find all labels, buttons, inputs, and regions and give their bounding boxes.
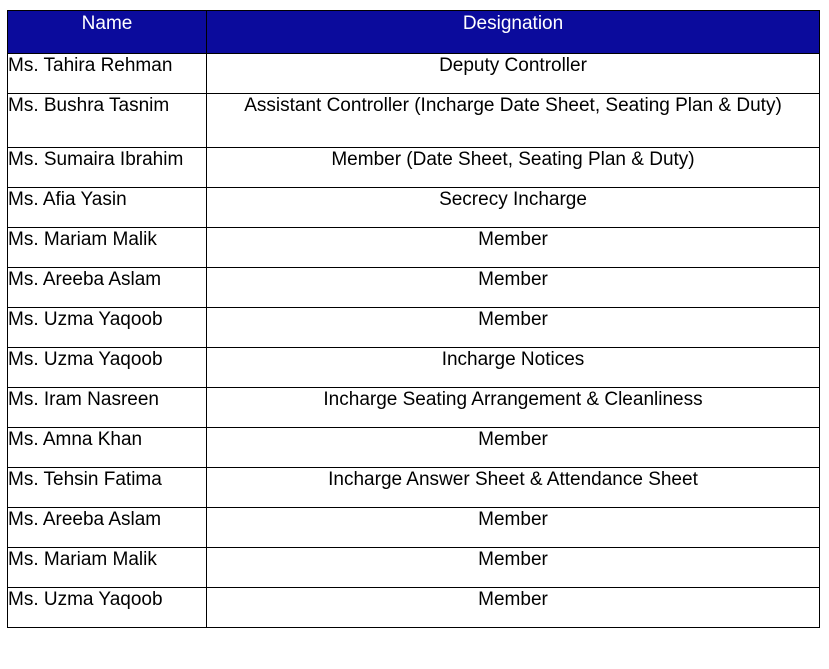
name-cell: Ms. Areeba Aslam	[8, 508, 207, 548]
designation-cell: Member	[207, 308, 820, 348]
designation-cell: Member	[207, 228, 820, 268]
header-row	[8, 11, 820, 54]
designation-cell: Incharge Notices	[207, 348, 820, 388]
table-row	[8, 428, 820, 468]
table-body	[8, 54, 820, 628]
designation-cell: Member	[207, 588, 820, 628]
designation-cell: Member (Date Sheet, Seating Plan & Duty)	[207, 148, 820, 188]
name-cell: Ms. Mariam Malik	[8, 548, 207, 588]
name-cell: Ms. Afia Yasin	[8, 188, 207, 228]
table-row	[8, 54, 820, 94]
column-header-name: Name	[8, 11, 207, 54]
name-cell: Ms. Iram Nasreen	[8, 388, 207, 428]
designation-cell: Member	[207, 548, 820, 588]
designation-cell: Member	[207, 268, 820, 308]
designation-cell: Secrecy Incharge	[207, 188, 820, 228]
table-row	[8, 388, 820, 428]
table-row	[8, 228, 820, 268]
table-row	[8, 94, 820, 148]
column-header-designation: Designation	[207, 11, 820, 54]
name-cell: Ms. Mariam Malik	[8, 228, 207, 268]
designation-cell: Assistant Controller (Incharge Date Sheet, Seating Plan & Duty)	[207, 94, 820, 148]
name-cell: Ms. Uzma Yaqoob	[8, 348, 207, 388]
name-cell: Ms. Areeba Aslam	[8, 268, 207, 308]
name-cell: Ms. Amna Khan	[8, 428, 207, 468]
designation-cell: Member	[207, 428, 820, 468]
table-row	[8, 508, 820, 548]
designation-cell: Incharge Answer Sheet & Attendance Sheet	[207, 468, 820, 508]
table-row	[8, 348, 820, 388]
designation-cell: Incharge Seating Arrangement & Cleanliness	[207, 388, 820, 428]
name-cell: Ms. Tahira Rehman	[8, 54, 207, 94]
table-row	[8, 468, 820, 508]
name-cell: Ms. Bushra Tasnim	[8, 94, 207, 148]
table-row	[8, 588, 820, 628]
table-row	[8, 148, 820, 188]
staff-designation-table	[7, 10, 820, 628]
table-row	[8, 268, 820, 308]
table-row	[8, 188, 820, 228]
table-row	[8, 548, 820, 588]
designation-cell: Member	[207, 508, 820, 548]
name-cell: Ms. Tehsin Fatima	[8, 468, 207, 508]
designation-cell: Deputy Controller	[207, 54, 820, 94]
table-row	[8, 308, 820, 348]
name-cell: Ms. Uzma Yaqoob	[8, 308, 207, 348]
table-header	[8, 11, 820, 54]
name-cell: Ms. Uzma Yaqoob	[8, 588, 207, 628]
name-cell: Ms. Sumaira Ibrahim	[8, 148, 207, 188]
